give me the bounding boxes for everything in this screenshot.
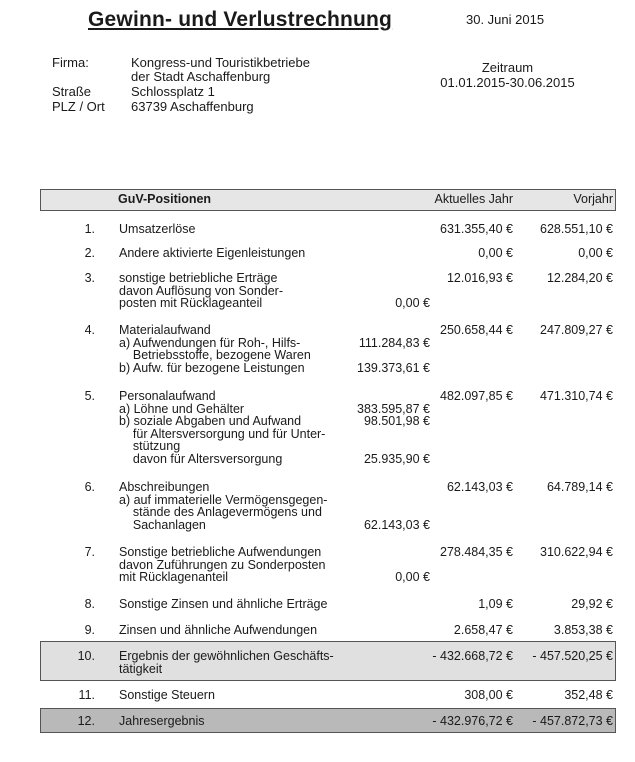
row-number: 4. [84, 323, 95, 337]
prior-year-value: - 457.872,73 € [532, 714, 613, 728]
sub-amount: 98.501,98 € [363, 414, 430, 429]
prior-year-value: 3.853,38 € [553, 623, 613, 637]
current-year-value: - 432.976,72 € [432, 714, 513, 728]
position-label: posten mit Rücklageanteil [119, 296, 263, 311]
position-label: Betriebsstoffe, bezogene Waren [119, 348, 311, 363]
sub-amount: 0,00 € [395, 296, 430, 311]
plz-label: PLZ / Ort [52, 99, 105, 114]
row-number: 7. [84, 545, 95, 559]
row-number: 6. [84, 480, 95, 494]
row-number: 11. [78, 688, 95, 702]
firma-label: Firma: [52, 55, 89, 70]
row-number: 3. [84, 271, 95, 285]
zeitraum-label: Zeitraum [481, 60, 534, 75]
column-header-positions: GuV-Positionen [118, 192, 212, 206]
sub-amount: 25.935,90 € [363, 452, 430, 466]
strasse-value: Schlossplatz 1 [131, 84, 215, 99]
row-number: 5. [84, 389, 95, 403]
prior-year-value: 12.284,20 € [546, 271, 613, 285]
position-label: davon Zuführungen zu Sonderposten [119, 557, 326, 572]
column-header-prior-year: Vorjahr [573, 192, 613, 206]
zeitraum-value: 01.01.2015-30.06.2015 [440, 75, 575, 90]
prior-year-value: 64.789,14 € [546, 480, 613, 494]
plz-value: 63739 Aschaffenburg [131, 99, 254, 114]
position-label: Abschreibungen [119, 480, 210, 494]
position-label: Sachanlagen [119, 517, 206, 532]
column-header-current-year: Aktuelles Jahr [434, 192, 513, 206]
current-year-value: 62.143,03 € [446, 480, 513, 494]
current-year-value: 631.355,40 € [440, 222, 513, 236]
position-label: Sonstige Zinsen und ähnliche Erträge [119, 597, 328, 611]
sub-amount: 0,00 € [395, 570, 430, 585]
current-year-value: 0,00 € [478, 246, 513, 260]
position-label: Sonstige betriebliche Aufwendungen [119, 545, 322, 559]
position-label: Materialaufwand [119, 323, 211, 337]
document-date: 30. Juni 2015 [466, 12, 545, 27]
position-label: b) Aufw. für bezogene Leistungen [119, 360, 305, 375]
current-year-value: 1,09 € [478, 597, 513, 611]
position-label: tätigkeit [119, 661, 163, 676]
current-year-value: 2.658,47 € [453, 623, 513, 637]
current-year-value: - 432.668,72 € [432, 649, 513, 663]
row-number: 2. [84, 246, 95, 260]
prior-year-value: 471.310,74 € [540, 389, 613, 403]
sub-amount: 111.284,83 € [358, 335, 430, 350]
row-number: 1. [84, 222, 95, 236]
firma-line2: der Stadt Aschaffenburg [131, 69, 271, 84]
position-label: stände des Anlagevermögens und [119, 505, 322, 520]
position-label: davon Auflösung von Sonder- [119, 283, 284, 298]
current-year-value: 250.658,44 € [440, 323, 513, 337]
position-label: Ergebnis der gewöhnlichen Geschäfts- [119, 649, 334, 663]
position-label: Sonstige Steuern [119, 688, 215, 702]
strasse-label: Straße [52, 84, 92, 99]
position-label: davon für Altersversorgung [119, 452, 283, 466]
current-year-value: 278.484,35 € [440, 545, 513, 559]
position-label: Andere aktivierte Eigenleistungen [119, 246, 306, 260]
prior-year-value: 352,48 € [564, 688, 613, 702]
position-label: Personalaufwand [119, 389, 216, 403]
position-label: Zinsen und ähnliche Aufwendungen [119, 623, 318, 637]
prior-year-value: 29,92 € [571, 597, 613, 611]
firma-line1: Kongress-und Touristikbetriebe [131, 55, 310, 70]
position-label: sonstige betriebliche Erträge [119, 271, 278, 285]
position-label: b) soziale Abgaben und Aufwand [119, 414, 302, 429]
prior-year-value: 628.551,10 € [540, 222, 613, 236]
position-label: Jahresergebnis [119, 714, 205, 728]
position-label: a) Löhne und Gehälter [119, 401, 245, 416]
current-year-value: 12.016,93 € [446, 271, 513, 285]
prior-year-value: 247.809,27 € [540, 323, 613, 337]
prior-year-value: 310.622,94 € [540, 545, 613, 559]
position-label: stützung [119, 439, 181, 454]
row-number: 10. [77, 649, 95, 663]
prior-year-value: - 457.520,25 € [532, 649, 613, 663]
sub-amount: 383.595,87 € [357, 401, 430, 416]
row-number: 8. [84, 597, 95, 611]
current-year-value: 482.097,85 € [440, 389, 513, 403]
position-label: Umsatzerlöse [119, 222, 196, 236]
position-label: mit Rücklagenanteil [119, 570, 229, 585]
position-label: für Altersversorgung und für Unter- [119, 426, 326, 441]
position-label: a) Aufwendungen für Roh-, Hilfs- [119, 335, 301, 350]
row-number: 9. [84, 623, 95, 637]
sub-amount: 139.373,61 € [357, 360, 430, 375]
document-title: Gewinn- und Verlustrechnung [88, 8, 393, 31]
position-label: a) auf immaterielle Vermögensgegen- [119, 492, 328, 507]
current-year-value: 308,00 € [464, 688, 513, 702]
prior-year-value: 0,00 € [578, 246, 613, 260]
row-number: 12. [77, 714, 95, 728]
sub-amount: 62.143,03 € [363, 517, 430, 532]
